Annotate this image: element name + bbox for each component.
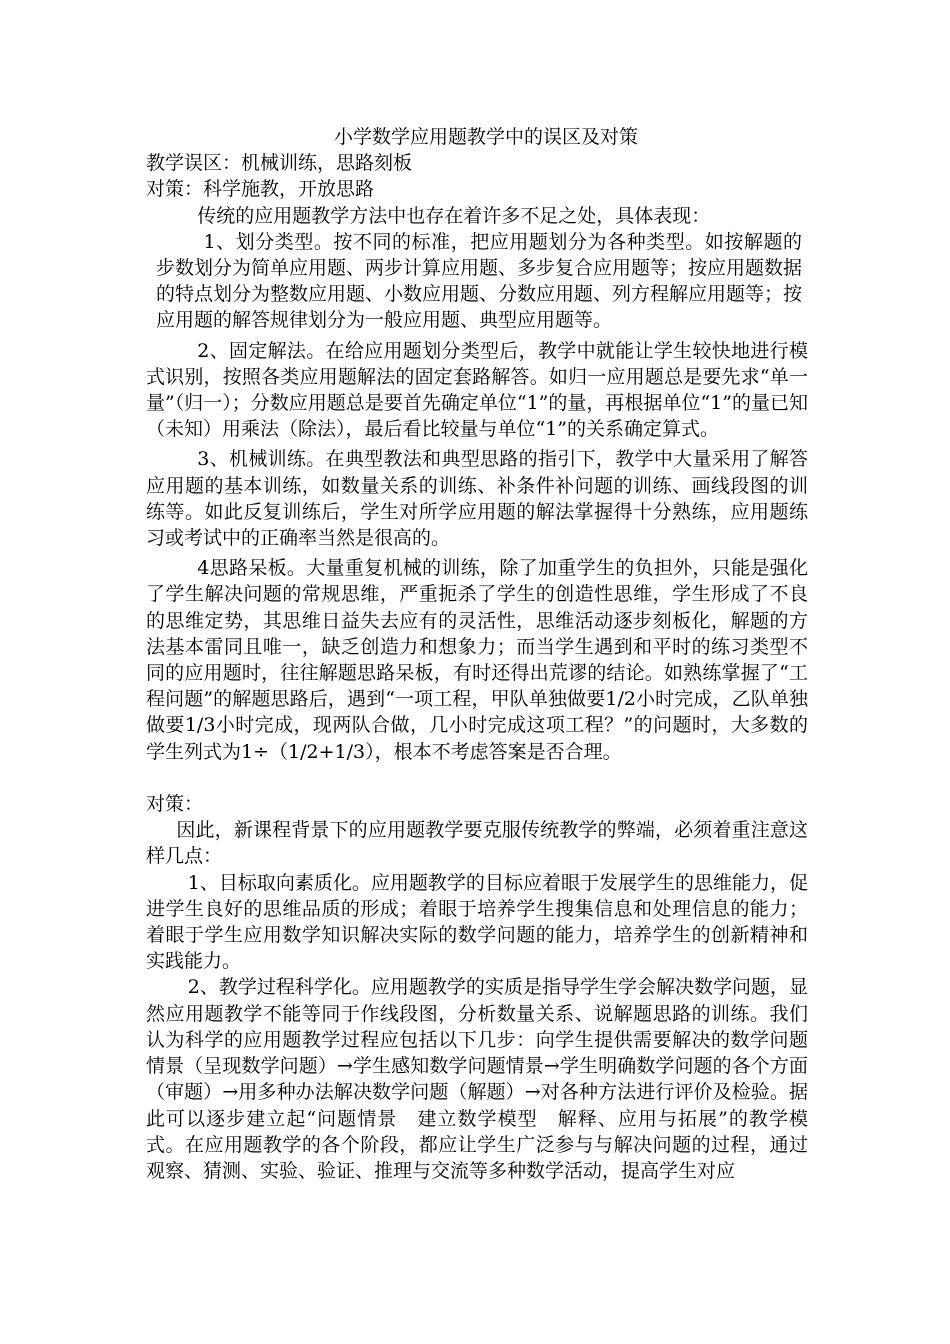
misconception-line: 教学误区：机械训练，思路刻板 <box>146 152 413 175</box>
problem-paragraph-1: 1、划分类型。按不同的标准，把应用题划分为各种类型。如按解题的步数划分为简单应用题、两步计算应用题、多步复合应用题等；按应用题数据的特点划分为整数应用题、小数应用题、分数应用题、列方程解应用题等；按应用题的解答规律划分为一般应用题、典型应用题等。 <box>156 230 803 332</box>
document-title: 小学数学应用题教学中的误区及对策 <box>333 126 638 148</box>
intro-paragraph: 传统的应用题教学方法中也存在着许多不足之处，具体表现： <box>197 204 711 227</box>
problem-paragraph-3: 3、机械训练。在典型教法和典型思路的指引下，教学中大量采用了解答应用题的基本训练，如数量关系的训练、补条件补问题的训练、画线段图的训练等。如此反复训练后，学生对所学应用题的解法掌握得十分熟练，应用题练习或考试中的正确率当然是很高的。 <box>146 448 808 550</box>
problem-paragraph-2: 2、固定解法。在给应用题划分类型后，教学中就能让学生较快地进行模式识别，按照各类应用题解法的固定套路解答。如归一应用题总是要先求“单一量”（归一）；分数应用题总是要首先确定单位“1”的量，再根据单位“1”的量已知（未知）用乘法（除法），最后看比较量与单位“1”的关系确定算式。 <box>146 339 808 441</box>
blank-line <box>146 765 808 791</box>
strategy-summary-line: 对策：科学施教，开放思路 <box>146 178 375 201</box>
strategy-intro-paragraph: 因此，新课程背景下的应用题教学要克服传统教学的弊端，必须着重注意这样几点： <box>146 819 808 868</box>
strategy-paragraph-2: 2、教学过程科学化。应用题教学的实质是指导学生学会解决数学问题，显然应用题教学不能等同于作线段图，分析数量关系、说解题思路的训练。我们认为科学的应用题教学过程应包括以下几步：向学生提供需要解决的数学问题情景（呈现数学问题）→学生感知数学问题情景→学生明确数学问题的各个方面（审题）→用多种办法解决数学问题（解题）→对各种方法进行评价及检验。据此可以逐步建立起“问题情景 建立数学模型 解释、应用与拓展”的教学模式。在应用题教学的各个阶段，都应让学生广泛参与与解决问题的过程，通过观察、猜测、实验、验证、推理与交流等多种数学活动，提高学生对应 <box>146 976 808 1182</box>
strategy-paragraph-1: 1、目标取向素质化。应用题教学的目标应着眼于发展学生的思维能力，促进学生良好的思维品质的形成；着眼于培养学生搜集信息和处理信息的能力；着眼于学生应用数学知识解决实际的数学问题的能力，培养学生的创新精神和实践能力。 <box>146 871 808 973</box>
problem-paragraph-4: 4思路呆板。大量重复机械的训练，除了加重学生的负担外，只能是强化了学生解决问题的常规思维，严重扼杀了学生的创造性思维，学生形成了不良的思维定势，其思维日益失去应有的灵活性，思维活动逐步刻板化，解题的方法基本雷同且唯一，缺乏创造力和想象力；而当学生遇到和平时的练习类型不同的应用题时，往往解题思路呆板，有时还得出荒谬的结论。如熟练掌握了“工程问题”的解题思路后，遇到“一项工程，甲队单独做要1/2小时完成，乙队单独做要1/3小时完成，现两队合做，几小时完成这项工程？”的问题时，大多数的学生列式为1÷（1/2+1/3），根本不考虑答案是否合理。 <box>146 557 808 763</box>
document-body <box>146 124 808 1184</box>
strategy-heading: 对策： <box>146 793 204 816</box>
